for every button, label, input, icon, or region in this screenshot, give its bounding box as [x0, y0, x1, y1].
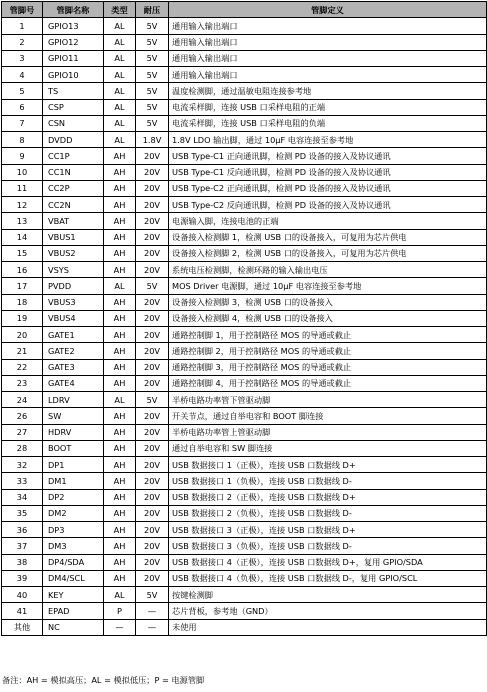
table-row [2, 359, 487, 375]
pin-definition-cell: 系统电压检测脚，检测环路的输入输出电压 [169, 262, 487, 278]
pin-voltage-cell: 20V [136, 213, 169, 229]
pin-name-cell: DM1 [43, 473, 104, 489]
pin-name-cell: LDRV [43, 392, 104, 408]
pin-voltage-cell: 5V [136, 67, 169, 83]
pin-name-cell: DP3 [43, 522, 104, 538]
pin-voltage-cell: 20V [136, 489, 169, 505]
pin-name-cell: GPIO13 [43, 18, 104, 34]
pin-name-cell: CC2P [43, 180, 104, 196]
pin-number-cell: 41 [2, 603, 43, 619]
pin-name-cell: DM2 [43, 505, 104, 521]
pin-voltage-cell: 5V [136, 34, 169, 50]
pin-name-cell: VBAT [43, 213, 104, 229]
header-definition: 管脚定义 [169, 2, 487, 18]
pin-name-cell: PVDD [43, 278, 104, 294]
pin-definition-cell: 通用输入输出端口 [169, 50, 487, 66]
table-row [2, 327, 487, 343]
pin-number-cell: 22 [2, 359, 43, 375]
pin-definition-cell: 半桥电路功率管上管驱动脚 [169, 424, 487, 440]
table-row [2, 213, 487, 229]
header-voltage: 耐压 [136, 2, 169, 18]
pin-voltage-cell: 20V [136, 375, 169, 391]
pin-number-cell: 14 [2, 229, 43, 245]
pin-type-cell: AL [104, 50, 136, 66]
table-row [2, 34, 487, 50]
pin-definition-cell: 通路控制脚 4，用于控制路径 MOS 的导通或截止 [169, 375, 487, 391]
header-type: 类型 [104, 2, 136, 18]
pin-definition-cell: 未使用 [169, 619, 487, 635]
table-row [2, 132, 487, 148]
pin-number-cell: 34 [2, 489, 43, 505]
pin-type-cell: AL [104, 115, 136, 131]
table-row [2, 229, 487, 245]
table-row [2, 180, 487, 196]
pin-type-cell: AH [104, 213, 136, 229]
pin-definition-cell: 通用输入输出端口 [169, 34, 487, 50]
pin-definition-cell: USB 数据接口 2（正极），连接 USB 口数据线 D+ [169, 489, 487, 505]
pin-number-cell: 13 [2, 213, 43, 229]
pin-voltage-cell: 5V [136, 99, 169, 115]
pin-number-cell: 19 [2, 310, 43, 326]
pin-name-cell: GATE3 [43, 359, 104, 375]
pin-definition-cell: 通用输入输出端口 [169, 67, 487, 83]
pin-number-cell: 3 [2, 50, 43, 66]
table-row [2, 489, 487, 505]
pin-type-cell: AH [104, 505, 136, 521]
pin-type-cell: AH [104, 570, 136, 586]
pin-name-cell: GPIO11 [43, 50, 104, 66]
pin-number-cell: 9 [2, 148, 43, 164]
table-row [2, 18, 487, 34]
pin-number-cell: 16 [2, 262, 43, 278]
pin-definition-cell: USB 数据接口 1（正极），连接 USB 口数据线 D+ [169, 457, 487, 473]
header-row [2, 2, 487, 18]
pin-number-cell: 36 [2, 522, 43, 538]
pin-number-cell: 21 [2, 343, 43, 359]
table-row [2, 375, 487, 391]
table-row [2, 408, 487, 424]
pin-type-cell: AH [104, 262, 136, 278]
pin-number-cell: 39 [2, 570, 43, 586]
pin-number-cell: 18 [2, 294, 43, 310]
pin-type-cell: AH [104, 538, 136, 554]
pin-voltage-cell: 5V [136, 115, 169, 131]
table-row [2, 619, 487, 635]
pin-type-cell: — [104, 619, 136, 635]
pin-name-cell: CC2N [43, 197, 104, 213]
header-pin-number: 管脚号 [2, 2, 43, 18]
pin-number-cell: 26 [2, 408, 43, 424]
pin-number-cell: 32 [2, 457, 43, 473]
pin-definition-cell: USB 数据接口 3（负极），连接 USB 口数据线 D- [169, 538, 487, 554]
pin-voltage-cell: 20V [136, 570, 169, 586]
pin-name-cell: DP4/SDA [43, 554, 104, 570]
pin-voltage-cell: 5V [136, 587, 169, 603]
table-row [2, 310, 487, 326]
pin-voltage-cell: 20V [136, 554, 169, 570]
pin-type-cell: AH [104, 343, 136, 359]
pin-number-cell: 35 [2, 505, 43, 521]
pin-definition-cell: USB 数据接口 2（负极），连接 USB 口数据线 D- [169, 505, 487, 521]
pin-definition-cell: 1.8V LDO 输出脚，通过 10μF 电容连接至参考地 [169, 132, 487, 148]
table-row [2, 603, 487, 619]
pin-type-cell: AL [104, 278, 136, 294]
pin-voltage-cell: 20V [136, 310, 169, 326]
pin-definition-cell: 芯片背板，参考地（GND） [169, 603, 487, 619]
table-row [2, 83, 487, 99]
pin-name-cell: GPIO12 [43, 34, 104, 50]
table-row [2, 115, 487, 131]
pin-voltage-cell: 20V [136, 538, 169, 554]
pin-definition-cell: USB 数据接口 1（负极），连接 USB 口数据线 D- [169, 473, 487, 489]
pin-definition-cell: MOS Driver 电源脚，通过 10μF 电容连接至参考地 [169, 278, 487, 294]
table-row [2, 457, 487, 473]
pin-type-cell: AH [104, 148, 136, 164]
pin-voltage-cell: 20V [136, 164, 169, 180]
pin-definition-cell: USB Type-C2 反向通讯脚，检测 PD 设备的接入及协议通讯 [169, 197, 487, 213]
pin-name-cell: VBUS1 [43, 229, 104, 245]
pin-name-cell: DM4/SCL [43, 570, 104, 586]
pin-number-cell: 4 [2, 67, 43, 83]
table-row [2, 50, 487, 66]
footnote: 备注：AH = 模拟高压；AL = 模拟低压；P = 电源管脚 [2, 675, 205, 685]
table-row [2, 278, 487, 294]
pin-name-cell: SW [43, 408, 104, 424]
pin-name-cell: VBUS2 [43, 245, 104, 261]
pin-type-cell: AH [104, 440, 136, 456]
pin-definition-cell: 温度检测脚，通过温敏电阻连接参考地 [169, 83, 487, 99]
table-row [2, 343, 487, 359]
pin-type-cell: AL [104, 392, 136, 408]
table-row [2, 245, 487, 261]
pin-number-cell: 2 [2, 34, 43, 50]
pin-number-cell: 12 [2, 197, 43, 213]
pin-type-cell: AL [104, 83, 136, 99]
pin-voltage-cell: 20V [136, 408, 169, 424]
pin-definition-cell: 电流采样脚，连接 USB 口采样电阻的正端 [169, 99, 487, 115]
table-row [2, 538, 487, 554]
table-row [2, 67, 487, 83]
pin-type-cell: AL [104, 34, 136, 50]
pin-number-cell: 37 [2, 538, 43, 554]
pin-number-cell: 27 [2, 424, 43, 440]
pin-voltage-cell: 20V [136, 440, 169, 456]
pin-voltage-cell: 20V [136, 343, 169, 359]
pin-name-cell: CSN [43, 115, 104, 131]
pin-type-cell: AL [104, 132, 136, 148]
pin-number-cell: 28 [2, 440, 43, 456]
pin-type-cell: AL [104, 99, 136, 115]
pin-voltage-cell: — [136, 603, 169, 619]
pin-number-cell: 1 [2, 18, 43, 34]
pin-definition-cell: 设备接入检测脚 3，检测 USB 口的设备接入 [169, 294, 487, 310]
pin-voltage-cell: 20V [136, 522, 169, 538]
pin-number-cell: 33 [2, 473, 43, 489]
pin-type-cell: AL [104, 587, 136, 603]
pin-voltage-cell: 5V [136, 83, 169, 99]
pin-number-cell: 11 [2, 180, 43, 196]
pin-definition-cell: 通路控制脚 2，用于控制路径 MOS 的导通或截止 [169, 343, 487, 359]
pin-voltage-cell: 20V [136, 148, 169, 164]
pin-name-cell: CC1N [43, 164, 104, 180]
pin-type-cell: AH [104, 457, 136, 473]
pin-name-cell: VBUS4 [43, 310, 104, 326]
pin-voltage-cell: 20V [136, 424, 169, 440]
pin-type-cell: AH [104, 554, 136, 570]
pin-number-cell: 24 [2, 392, 43, 408]
pin-definition-cell: 半桥电路功率管下管驱动脚 [169, 392, 487, 408]
table-row [2, 554, 487, 570]
pin-voltage-cell: 20V [136, 197, 169, 213]
pin-number-cell: 38 [2, 554, 43, 570]
pin-type-cell: AH [104, 424, 136, 440]
pin-voltage-cell: 5V [136, 278, 169, 294]
pin-name-cell: DP1 [43, 457, 104, 473]
table-row [2, 164, 487, 180]
pin-type-cell: AH [104, 375, 136, 391]
pin-name-cell: DVDD [43, 132, 104, 148]
pin-number-cell: 40 [2, 587, 43, 603]
pin-voltage-cell: 20V [136, 262, 169, 278]
table-row [2, 197, 487, 213]
pin-voltage-cell: — [136, 619, 169, 635]
pin-voltage-cell: 5V [136, 50, 169, 66]
pin-number-cell: 17 [2, 278, 43, 294]
pin-name-cell: GATE2 [43, 343, 104, 359]
pin-definition-cell: 设备接入检测脚 2，检测 USB 口的设备接入，可复用为芯片供电 [169, 245, 487, 261]
pin-definition-cell: 通过自举电容和 SW 脚连接 [169, 440, 487, 456]
pin-type-cell: AH [104, 327, 136, 343]
pin-definition-cell: 开关节点，通过自举电容和 BOOT 脚连接 [169, 408, 487, 424]
pin-voltage-cell: 20V [136, 359, 169, 375]
pin-voltage-cell: 20V [136, 457, 169, 473]
pin-name-cell: CSP [43, 99, 104, 115]
pin-type-cell: AH [104, 245, 136, 261]
pin-definition-cell: 通用输入输出端口 [169, 18, 487, 34]
pin-name-cell: BOOT [43, 440, 104, 456]
pin-type-cell: AH [104, 229, 136, 245]
pin-number-cell: 7 [2, 115, 43, 131]
pin-number-cell: 5 [2, 83, 43, 99]
pin-voltage-cell: 20V [136, 327, 169, 343]
pin-voltage-cell: 20V [136, 245, 169, 261]
pin-name-cell: DP2 [43, 489, 104, 505]
pin-definition-cell: 设备接入检测脚 4，检测 USB 口的设备接入 [169, 310, 487, 326]
pin-number-cell: 15 [2, 245, 43, 261]
pin-voltage-cell: 20V [136, 229, 169, 245]
pin-type-cell: AH [104, 310, 136, 326]
table-row [2, 294, 487, 310]
pin-number-cell: 20 [2, 327, 43, 343]
pin-type-cell: AH [104, 294, 136, 310]
pin-number-cell: 其他 [2, 619, 43, 635]
table-row [2, 473, 487, 489]
pin-name-cell: CC1P [43, 148, 104, 164]
pin-definition-cell: 通路控制脚 1，用于控制路径 MOS 的导通或截止 [169, 327, 487, 343]
pin-definition-cell: 电源输入脚，连接电池的正端 [169, 213, 487, 229]
pin-number-cell: 23 [2, 375, 43, 391]
pin-voltage-cell: 20V [136, 473, 169, 489]
pin-type-cell: AH [104, 489, 136, 505]
pin-voltage-cell: 5V [136, 392, 169, 408]
pin-definition-cell: USB Type-C1 反向通讯脚，检测 PD 设备的接入及协议通讯 [169, 164, 487, 180]
pin-type-cell: AH [104, 408, 136, 424]
pin-definition-cell: USB Type-C2 正向通讯脚，检测 PD 设备的接入及协议通讯 [169, 180, 487, 196]
pin-voltage-cell: 20V [136, 294, 169, 310]
pin-name-cell: DM3 [43, 538, 104, 554]
table-row [2, 99, 487, 115]
table-body [2, 18, 487, 636]
pin-name-cell: VBUS3 [43, 294, 104, 310]
pin-definition-cell: USB 数据接口 3（正极），连接 USB 口数据线 D+ [169, 522, 487, 538]
table-header [2, 2, 487, 18]
table-row [2, 262, 487, 278]
pin-name-cell: VSYS [43, 262, 104, 278]
table-row [2, 587, 487, 603]
table-row [2, 424, 487, 440]
table-row [2, 392, 487, 408]
pin-type-cell: AH [104, 180, 136, 196]
table-row [2, 148, 487, 164]
pin-definition-cell: USB Type-C1 正向通讯脚，检测 PD 设备的接入及协议通讯 [169, 148, 487, 164]
pin-type-cell: P [104, 603, 136, 619]
pin-voltage-cell: 5V [136, 18, 169, 34]
pin-definition-cell: USB 数据接口 4（正极），连接 USB 口数据线 D+，复用 GPIO/SDA [169, 554, 487, 570]
pin-definition-cell: 电流采样脚，连接 USB 口采样电阻的负端 [169, 115, 487, 131]
pin-name-cell: NC [43, 619, 104, 635]
pin-number-cell: 10 [2, 164, 43, 180]
pin-name-cell: GATE1 [43, 327, 104, 343]
pin-name-cell: GPIO10 [43, 67, 104, 83]
table-row [2, 505, 487, 521]
header-pin-name: 管脚名称 [43, 2, 104, 18]
pin-type-cell: AH [104, 197, 136, 213]
pin-definition-table [1, 1, 487, 636]
pin-definition-cell: 通路控制脚 3，用于控制路径 MOS 的导通或截止 [169, 359, 487, 375]
pin-definition-cell: USB 数据接口 4（负极），连接 USB 口数据线 D-，复用 GPIO/SCL [169, 570, 487, 586]
pin-name-cell: KEY [43, 587, 104, 603]
pin-type-cell: AL [104, 67, 136, 83]
pin-number-cell: 8 [2, 132, 43, 148]
pin-type-cell: AH [104, 164, 136, 180]
table-row [2, 570, 487, 586]
pin-type-cell: AH [104, 522, 136, 538]
pin-type-cell: AH [104, 359, 136, 375]
table-row [2, 440, 487, 456]
pin-type-cell: AL [104, 18, 136, 34]
pin-definition-cell: 按键检测脚 [169, 587, 487, 603]
pin-definition-cell: 设备接入检测脚 1，检测 USB 口的设备接入，可复用为芯片供电 [169, 229, 487, 245]
pin-name-cell: TS [43, 83, 104, 99]
pin-type-cell: AH [104, 473, 136, 489]
pin-name-cell: HDRV [43, 424, 104, 440]
pin-voltage-cell: 20V [136, 505, 169, 521]
pin-name-cell: EPAD [43, 603, 104, 619]
pin-voltage-cell: 1.8V [136, 132, 169, 148]
pin-name-cell: GATE4 [43, 375, 104, 391]
pin-voltage-cell: 20V [136, 180, 169, 196]
pin-number-cell: 6 [2, 99, 43, 115]
table-row [2, 522, 487, 538]
